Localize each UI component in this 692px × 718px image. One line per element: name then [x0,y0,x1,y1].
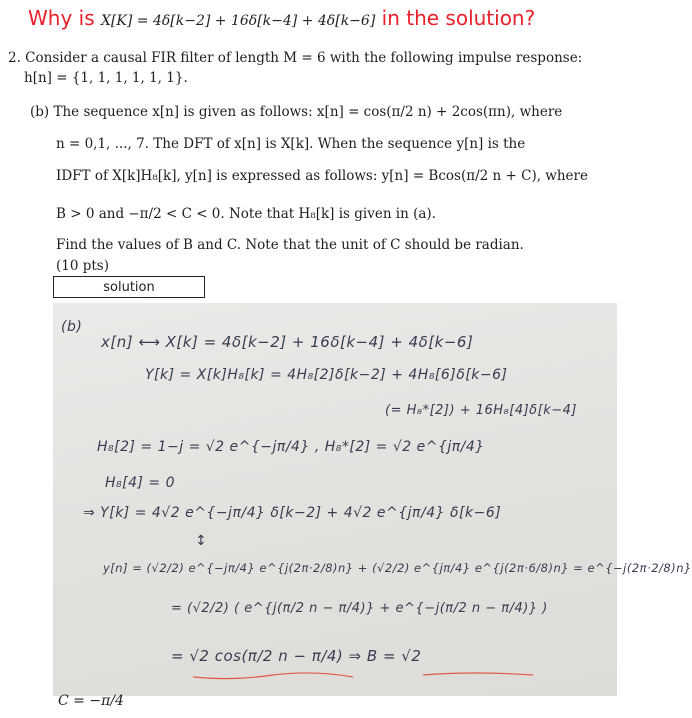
answer-c: C = −π/4 [58,693,124,709]
problem-line-2: h[n] = {1, 1, 1, 1, 1, 1}. [24,70,188,86]
part-b-line-1: (b) The sequence x[n] is given as follows: x[n] = cos(π/2 n) + 2cos(πn), where [30,104,563,120]
part-b-line-4: B > 0 and −π/2 < C < 0. Note that H₈[k] is given in (a). [56,206,436,222]
question-title [28,6,618,30]
hw-line-yn-2: = (√2/2) ( e^{j(π/2 n − π/4)} + e^{−j(π/2 n − π/4)} ) [171,601,548,616]
hw-line-h2: H₈[2] = 1−j = √2 e^{−jπ/4} , H₈*[2] = √2 e^{jπ/4} [97,439,485,455]
question-equation: X[K] = 4δ[k−2] + 16δ[k−4] + 4δ[k−6] [100,13,376,29]
hw-underline-result [193,673,353,679]
handwritten-solution-photo [53,303,692,696]
hw-line-yk: Y[k] = X[k]H₈[k] = 4H₈[2]δ[k−2] + 4H₈[6]δ[k−6] [145,367,508,383]
hw-arrow: ↕ [195,533,208,549]
problem-line-1: 2. Consider a causal FIR filter of length M = 6 with the following impulse response: [8,50,583,66]
hw-line-h4: H₈[4] = 0 [105,475,176,491]
hw-part-label: (b) [61,319,83,335]
question-suffix: in the solution? [381,6,536,30]
part-b-line-2: n = 0,1, ..., 7. The DFT of x[n] is X[k]. When the sequence y[n] is the [56,136,526,152]
part-b-line-5: Find the values of B and C. Note that the unit of C should be radian. [56,237,524,253]
hw-line-yk-final: ⇒ Y[k] = 4√2 e^{−jπ/4} δ[k−2] + 4√2 e^{jπ/4} δ[k−6] [83,505,502,521]
hw-line-result: = √2 cos(π/2 n − π/4) ⇒ B = √2 [171,647,422,665]
hw-underline-b [423,673,533,675]
part-b-line-3: IDFT of X[k]H₈[k], y[n] is expressed as follows: y[n] = Bcos(π/2 n + C), where [56,168,588,184]
hw-line-yk-cont: (= H₈*[2]) + 16H₈[4]δ[k−4] [385,403,577,418]
hw-underlines [53,303,617,696]
solution-label: solution [53,276,205,298]
part-b-line-6: (10 pts) [56,258,109,274]
question-prefix: Why is [28,6,95,30]
hw-line-yn: y[n] = (√2/2) e^{−jπ/4} e^{j(2π·2/8)n} + (√2/2) e^{jπ/4} e^{j(2π·6/8)n} = e^{−j(2π·2/8)n} [103,561,692,575]
hw-line-dft: x[n] ⟷ X[k] = 4δ[k−2] + 16δ[k−4] + 4δ[k−6] [101,333,474,351]
